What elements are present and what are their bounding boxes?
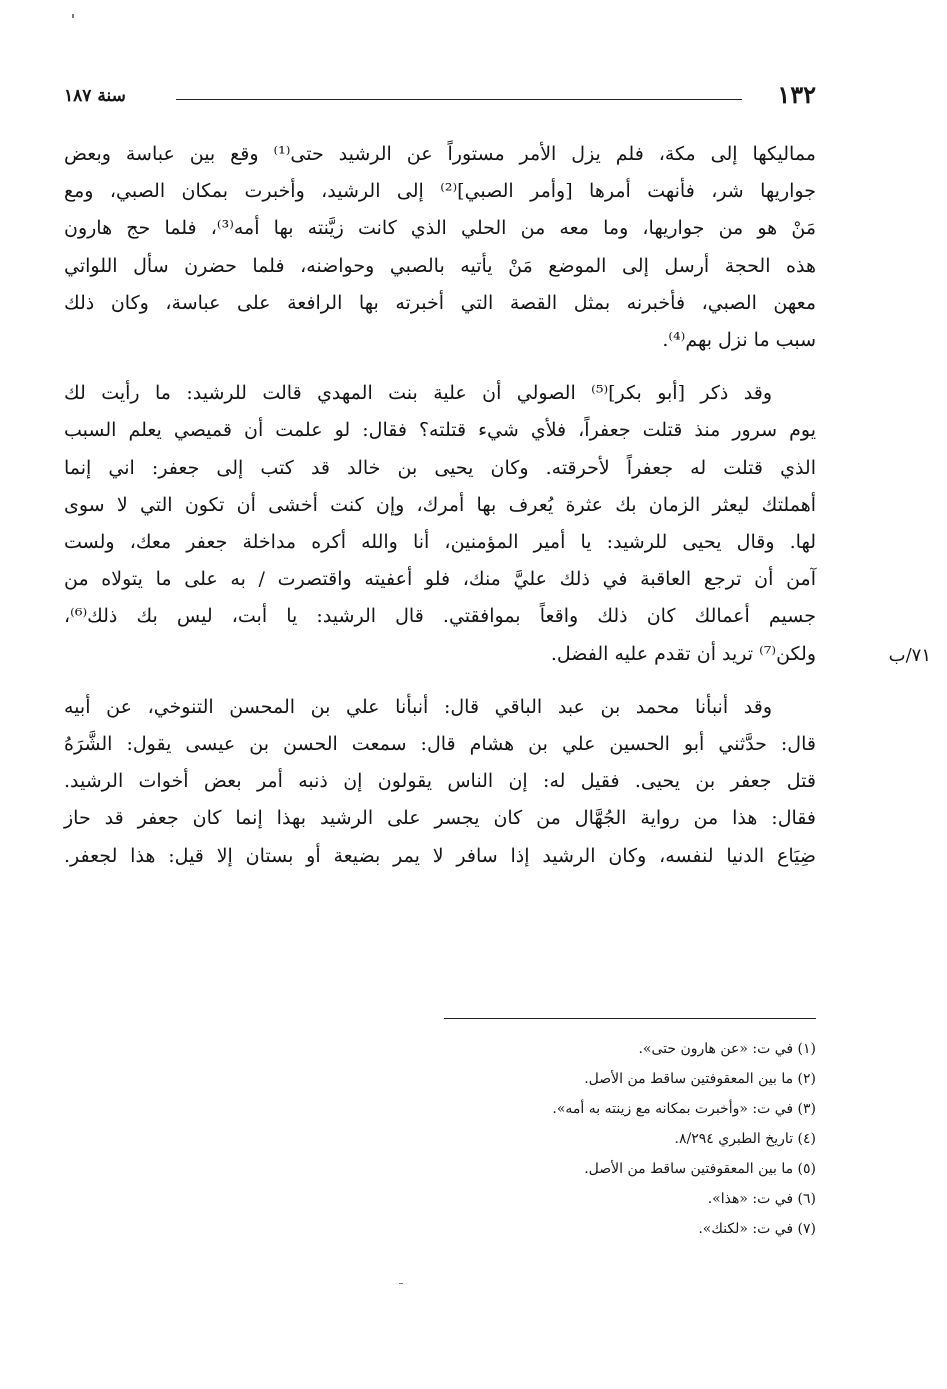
text-line: جسيم أعمالك كان ذلك واقعاً بموافقتي. قال الرشيد: يا أبت، ليس بك ذلك⁽⁶⁾، (64, 605, 816, 628)
text-line: لها. وقال يحيى للرشيد: يا أمير المؤمنين، أنا والله أكره مداخلة جعفر معك، ولست (64, 531, 816, 554)
text-line: معهن الصبي، فأخبرنه بمثل القصة التي أخبرته بها الرافعة على عباسة، وكان ذلك (64, 291, 816, 314)
footnote-5: (٥) ما بين المعقوفتين ساقط من الأصل. (584, 1161, 816, 1177)
footnote-6: (٦) في ت: «هذا». (707, 1191, 816, 1207)
footnote-7: (٧) في ت: «لكنك». (698, 1221, 816, 1237)
text-line: ولكن⁽⁷⁾ تريد أن تقدم عليه الفضل. (550, 642, 816, 665)
footnote-2: (٢) ما بين المعقوفتين ساقط من الأصل. (584, 1071, 816, 1087)
text-line: قتل جعفر بن يحيى. فقيل له: إن الناس يقولون إن ذنبه أمر بعض أخوات الرشيد. (64, 770, 816, 793)
text-line: الذي قتلت له جعفراً لأحرقته. وكان يحيى بن خالد قد كتب إلى جعفر: اني إنما (64, 456, 816, 479)
running-header (64, 80, 816, 110)
text-line: ضِيَاع الدنيا لنفسه، وكان الرشيد إذا سافر لا يمر بضيعة أو بستان إلا قيل: هذا لجعفر. (64, 844, 816, 867)
text-line: فقال: هذا من رواية الجُهَّال من كان يجسر على الرشيد بهذا إنما كان جعفر قد حاز (64, 807, 817, 830)
text-line: وقد أنبأنا محمد بن عبد الباقي قال: أنبأنا علي بن المحسن التنوخي، عن أبيه (64, 695, 772, 718)
footnote-1: (١) في ت: «عن هارون حتى». (638, 1041, 816, 1057)
footnote-4: (٤) تاريخ الطبري ٨/٢٩٤. (674, 1131, 816, 1147)
text-line: آمن أن ترجع العاقبة في ذلك عليَّ منك، فلو أعفيته واقتصرت / به على ما يتولاه من (64, 568, 816, 591)
paragraph-3 (64, 689, 816, 875)
footnotes (300, 1034, 816, 1244)
year-label: سنة ١٨٧ (64, 86, 126, 106)
main-text (64, 136, 816, 891)
text-line: يوم سرور منذ قتلت جعفراً، فلأي شيء قتلته؟ فقال: لو علمت أن قميصي يعلم السبب (64, 419, 816, 442)
paragraph-2 (64, 375, 816, 673)
footnote-rule (444, 1018, 816, 1019)
footnote-3: (٣) في ت: «وأخبرت بمكانه مع زينته به أمه». (552, 1101, 816, 1117)
text-line: وقد ذكر [أبو بكر]⁽⁵⁾ الصولي أن علية بنت المهدي قالت للرشيد: ما رأيت لك (64, 382, 773, 405)
text-line: سبب ما نزل بهم⁽⁴⁾. (662, 329, 816, 352)
text-line: أهملتك ليعثر الزمان بك عثرة يُعرف بها أمرك، وإن كنت أخشى أن تكون التي لا سوى (64, 493, 816, 516)
folio-margin-note: ٧١/ب (888, 645, 931, 666)
text-line: مماليكها إلى مكة، فلم يزل الأمر مستوراً عن الرشيد حتى⁽¹⁾ وقع بين عباسة وبعض (64, 143, 816, 165)
scan-speck (72, 14, 74, 18)
header-rule (176, 99, 742, 100)
page-number: ١٣٢ (777, 80, 816, 109)
paragraph-1 (64, 136, 816, 359)
text-line: قال: حدَّثني أبو الحسين علي بن هشام قال: سمعت الحسن بن عيسى يقول: الشَّرَهُ (64, 733, 816, 756)
text-line: مَنْ هو من جواريها، وما معه من الحلي الذي كانت زيَّنته بها أمه⁽³⁾، فلما حج هارون (64, 217, 817, 240)
text-line: جواريها شر، فأنهت أمرها [وأمر الصبي]⁽²⁾ إلى الرشيد، وأخبرت بمكان الصبي، ومع (64, 180, 816, 203)
text-line: هذه الحجة أرسل إلى الموضع مَنْ يأتيه بالصبي وحواضنه، فلما حضرن سأل اللواتي (64, 254, 816, 277)
scan-speck (399, 1283, 403, 1284)
